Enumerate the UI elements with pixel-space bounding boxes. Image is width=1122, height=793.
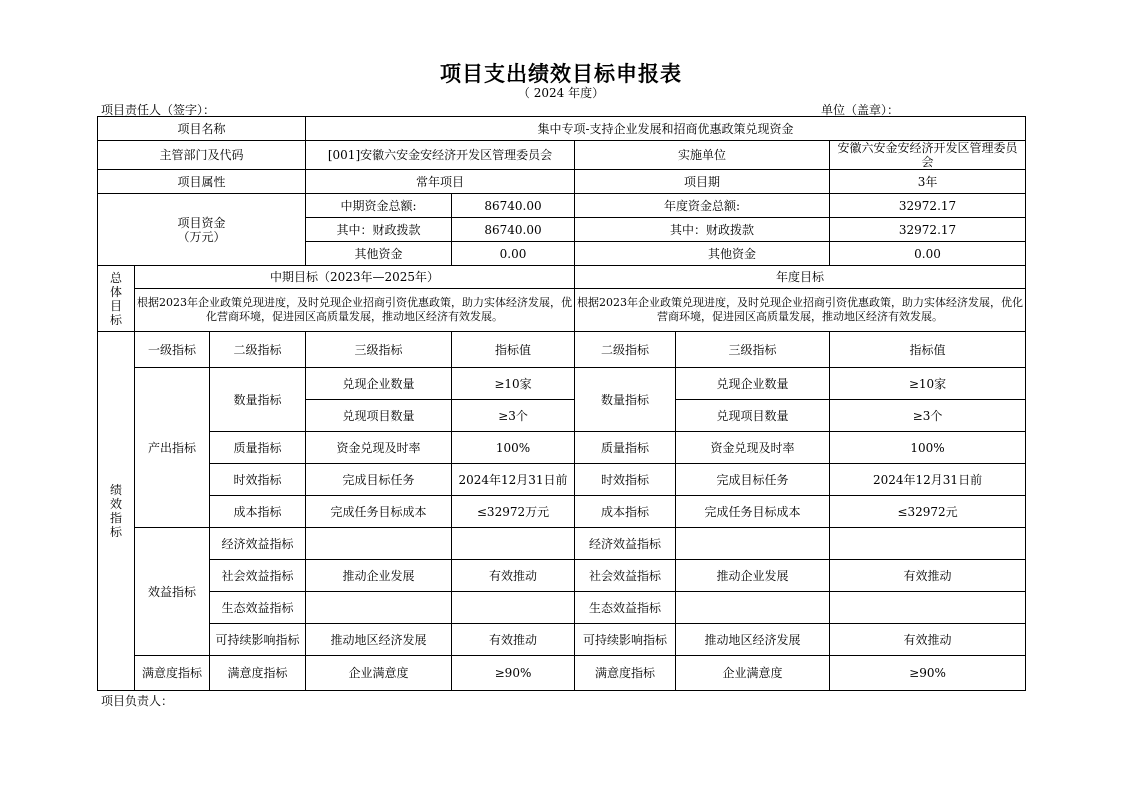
value-cell: 有效推动 bbox=[830, 560, 1026, 592]
l3-cell: 兑现项目数量 bbox=[306, 400, 452, 432]
mid-fiscal-value: 86740.00 bbox=[452, 218, 575, 242]
l2-cell: 时效指标 bbox=[575, 464, 676, 496]
l2-cell: 社会效益指标 bbox=[575, 560, 676, 592]
l2-cell: 满意度指标 bbox=[210, 656, 306, 691]
l2-cell: 经济效益指标 bbox=[210, 528, 306, 560]
project-attribute-value: 常年项目 bbox=[306, 170, 575, 194]
form-title: 项目支出绩效目标申报表 bbox=[440, 62, 682, 86]
benefit-indicator-label: 效益指标 bbox=[135, 528, 210, 656]
row-attribute bbox=[98, 170, 1026, 194]
l3-cell: 推动地区经济发展 bbox=[306, 624, 452, 656]
year-fiscal-label: 其中：财政拨款 bbox=[575, 218, 830, 242]
value-cell: ≥3个 bbox=[452, 400, 575, 432]
header-level1: 一级指标 bbox=[135, 332, 210, 368]
year-other-label: 其他资金 bbox=[575, 242, 830, 266]
value-cell: ≥3个 bbox=[830, 400, 1026, 432]
project-name-value: 集中专项-支持企业发展和招商优惠政策兑现资金 bbox=[306, 117, 1026, 141]
l3-cell bbox=[676, 592, 830, 624]
table-row bbox=[98, 496, 1026, 528]
year-total-value: 32972.17 bbox=[830, 194, 1026, 218]
implementing-unit-label: 实施单位 bbox=[575, 141, 830, 170]
project-period-label: 项目期 bbox=[575, 170, 830, 194]
l3-cell bbox=[306, 592, 452, 624]
l3-cell bbox=[676, 528, 830, 560]
annual-goal-text: 根据2023年企业政策兑现进度，及时兑现企业招商引资优惠政策，助力实体经济发展，优化营商环境，促进园区高质量发展，推动地区经济有效发展。 bbox=[575, 289, 1026, 332]
value-cell: 有效推动 bbox=[830, 624, 1026, 656]
project-attribute-label: 项目属性 bbox=[98, 170, 306, 194]
value-cell: 100% bbox=[830, 432, 1026, 464]
value-cell bbox=[452, 528, 575, 560]
table-row bbox=[98, 592, 1026, 624]
l3-cell: 完成任务目标成本 bbox=[676, 496, 830, 528]
implementing-unit-value: 安徽六安金安经济开发区管理委员会 bbox=[830, 141, 1026, 170]
l2-cell: 时效指标 bbox=[210, 464, 306, 496]
l2-cell: 质量指标 bbox=[210, 432, 306, 464]
l2-cell: 成本指标 bbox=[210, 496, 306, 528]
header-level2: 二级指标 bbox=[210, 332, 306, 368]
l3-cell: 兑现企业数量 bbox=[676, 368, 830, 400]
project-name-label: 项目名称 bbox=[98, 117, 306, 141]
project-funds-title: 项目资金 bbox=[177, 215, 226, 230]
value-cell: 100% bbox=[452, 432, 575, 464]
l2-cell: 经济效益指标 bbox=[575, 528, 676, 560]
annual-goal-header: 年度目标 bbox=[575, 266, 1026, 289]
table-row bbox=[98, 560, 1026, 592]
table-row bbox=[98, 368, 1026, 400]
row-funds-total bbox=[98, 194, 1026, 218]
year-other-value: 0.00 bbox=[830, 242, 1026, 266]
header-value: 指标值 bbox=[452, 332, 575, 368]
header-level3-annual: 三级指标 bbox=[676, 332, 830, 368]
project-period-value: 3年 bbox=[830, 170, 1026, 194]
performance-target-table bbox=[97, 116, 1026, 691]
unit-seal-label: 单位（盖章）： bbox=[821, 103, 900, 117]
row-department bbox=[98, 141, 1026, 170]
mid-term-goal-text: 根据2023年企业政策兑现进度，及时兑现企业招商引资优惠政策，助力实体经济发展，优化营商环境，促进园区高质量发展，推动地区经济有效发展。 bbox=[135, 289, 575, 332]
table-row bbox=[98, 464, 1026, 496]
mid-total-label: 中期资金总额: bbox=[306, 194, 452, 218]
value-cell bbox=[830, 528, 1026, 560]
table-row bbox=[98, 432, 1026, 464]
l3-cell: 推动地区经济发展 bbox=[676, 624, 830, 656]
l3-cell: 资金兑现及时率 bbox=[306, 432, 452, 464]
value-cell: ≤32972万元 bbox=[452, 496, 575, 528]
value-cell bbox=[830, 592, 1026, 624]
table-row bbox=[98, 656, 1026, 691]
l3-cell: 完成目标任务 bbox=[306, 464, 452, 496]
value-cell: ≥90% bbox=[830, 656, 1026, 691]
table-row bbox=[98, 624, 1026, 656]
value-cell: ≥90% bbox=[452, 656, 575, 691]
mid-total-value: 86740.00 bbox=[452, 194, 575, 218]
header-level3: 三级指标 bbox=[306, 332, 452, 368]
quantity-indicator-label-annual: 数量指标 bbox=[575, 368, 676, 432]
l3-cell: 兑现项目数量 bbox=[676, 400, 830, 432]
year-fiscal-value: 32972.17 bbox=[830, 218, 1026, 242]
l3-cell: 企业满意度 bbox=[676, 656, 830, 691]
l2-cell: 生态效益指标 bbox=[210, 592, 306, 624]
performance-indicator-label: 绩 效 指 标 bbox=[98, 332, 135, 691]
value-cell: ≥10家 bbox=[452, 368, 575, 400]
department-label: 主管部门及代码 bbox=[98, 141, 306, 170]
mid-fiscal-label: 其中：财政拨款 bbox=[306, 218, 452, 242]
mid-other-value: 0.00 bbox=[452, 242, 575, 266]
department-value: [001]安徽六安金安经济开发区管理委员会 bbox=[306, 141, 575, 170]
row-indicator-headers bbox=[98, 332, 1026, 368]
value-cell bbox=[452, 592, 575, 624]
project-leader-label: 项目负责人： bbox=[101, 694, 174, 708]
l3-cell: 完成目标任务 bbox=[676, 464, 830, 496]
l2-cell: 生态效益指标 bbox=[575, 592, 676, 624]
value-cell: ≤32972元 bbox=[830, 496, 1026, 528]
value-cell: 2024年12月31日前 bbox=[452, 464, 575, 496]
quantity-indicator-label: 数量指标 bbox=[210, 368, 306, 432]
l3-cell: 推动企业发展 bbox=[306, 560, 452, 592]
overall-goal-label: 总 体 目 标 bbox=[98, 266, 135, 332]
l2-cell: 满意度指标 bbox=[575, 656, 676, 691]
l3-cell: 资金兑现及时率 bbox=[676, 432, 830, 464]
mid-other-label: 其他资金 bbox=[306, 242, 452, 266]
value-cell: 有效推动 bbox=[452, 560, 575, 592]
row-goals-text bbox=[98, 289, 1026, 332]
mid-term-goal-header: 中期目标（2023年—2025年） bbox=[135, 266, 575, 289]
output-indicator-label: 产出指标 bbox=[135, 368, 210, 528]
year-total-label: 年度资金总额: bbox=[575, 194, 830, 218]
value-cell: ≥10家 bbox=[830, 368, 1026, 400]
l2-cell: 可持续影响指标 bbox=[210, 624, 306, 656]
responsible-signature-label: 项目责任人（签字）： bbox=[101, 103, 216, 117]
l3-cell: 企业满意度 bbox=[306, 656, 452, 691]
header-value-annual: 指标值 bbox=[830, 332, 1026, 368]
header-level2-annual: 二级指标 bbox=[575, 332, 676, 368]
l2-cell: 社会效益指标 bbox=[210, 560, 306, 592]
row-project-name bbox=[98, 117, 1026, 141]
value-cell: 2024年12月31日前 bbox=[830, 464, 1026, 496]
satisfaction-indicator-label: 满意度指标 bbox=[135, 656, 210, 691]
l3-cell: 兑现企业数量 bbox=[306, 368, 452, 400]
form-year: （ 2024 年度） bbox=[517, 86, 605, 100]
l3-cell: 完成任务目标成本 bbox=[306, 496, 452, 528]
l3-cell: 推动企业发展 bbox=[676, 560, 830, 592]
project-funds-label bbox=[98, 194, 306, 266]
project-funds-unit: （万元） bbox=[177, 229, 226, 244]
l2-cell: 质量指标 bbox=[575, 432, 676, 464]
value-cell: 有效推动 bbox=[452, 624, 575, 656]
table-row bbox=[98, 528, 1026, 560]
row-goals-header bbox=[98, 266, 1026, 289]
l3-cell bbox=[306, 528, 452, 560]
l2-cell: 成本指标 bbox=[575, 496, 676, 528]
l2-cell: 可持续影响指标 bbox=[575, 624, 676, 656]
